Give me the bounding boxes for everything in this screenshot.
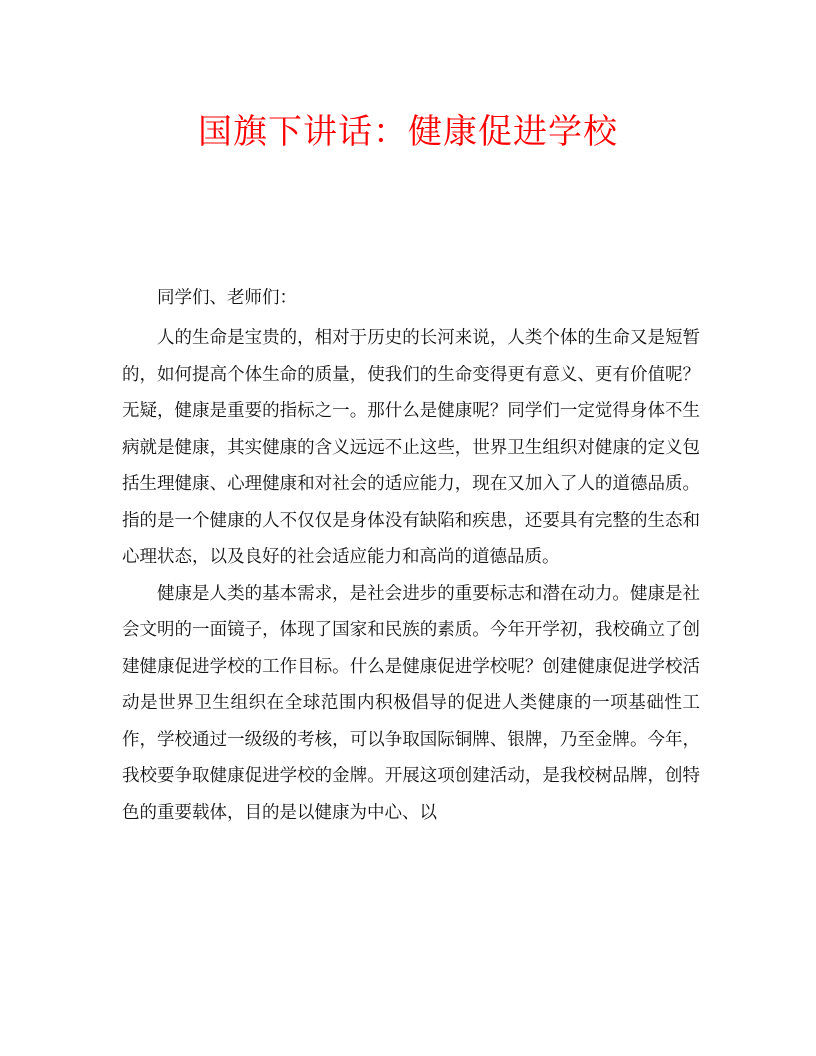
paragraph-1: 人的生命是宝贵的，相对于历史的长河来说，人类个体的生命又是短暂的，如何提高个体生命的质量，使我们的生命变得更有意义、更有价值呢？无疑，健康是重要的指标之一。那什么是健康呢？同学们一定觉得身体不生病就是健康，其实健康的含义远远不止这些，世界卫生组织对健康的定义包括生理健康、心理健康和对社会的适应能力，现在又加入了人的道德品质。指的是一个健康的人不仅仅是身体没有缺陷和疾患，还要具有完整的生态和心理状态，以及良好的社会适应能力和高尚的道德品质。: [122, 328, 700, 567]
paragraph-2: 健康是人类的基本需求，是社会进步的重要标志和潜在动力。健康是社会文明的一面镜子，体现了国家和民族的素质。今年开学初，我校确立了创建健康促进学校的工作目标。什么是健康促进学校呢？创建健康促进学校活动是世界卫生组织在全球范围内积极倡导的促进人类健康的一项基础性工作，学校通过一级级的考核，可以争取国际铜牌、银牌，乃至金牌。今年，我校要争取健康促进学校的金牌。开展这项创建活动，是我校树品牌，创特色的重要载体，目的是以健康为中心、以: [122, 583, 700, 823]
document-title: 国旗下讲话：健康促进学校: [198, 112, 618, 152]
salutation: 同学们、老师们：: [157, 288, 297, 308]
document-body: [122, 280, 700, 831]
